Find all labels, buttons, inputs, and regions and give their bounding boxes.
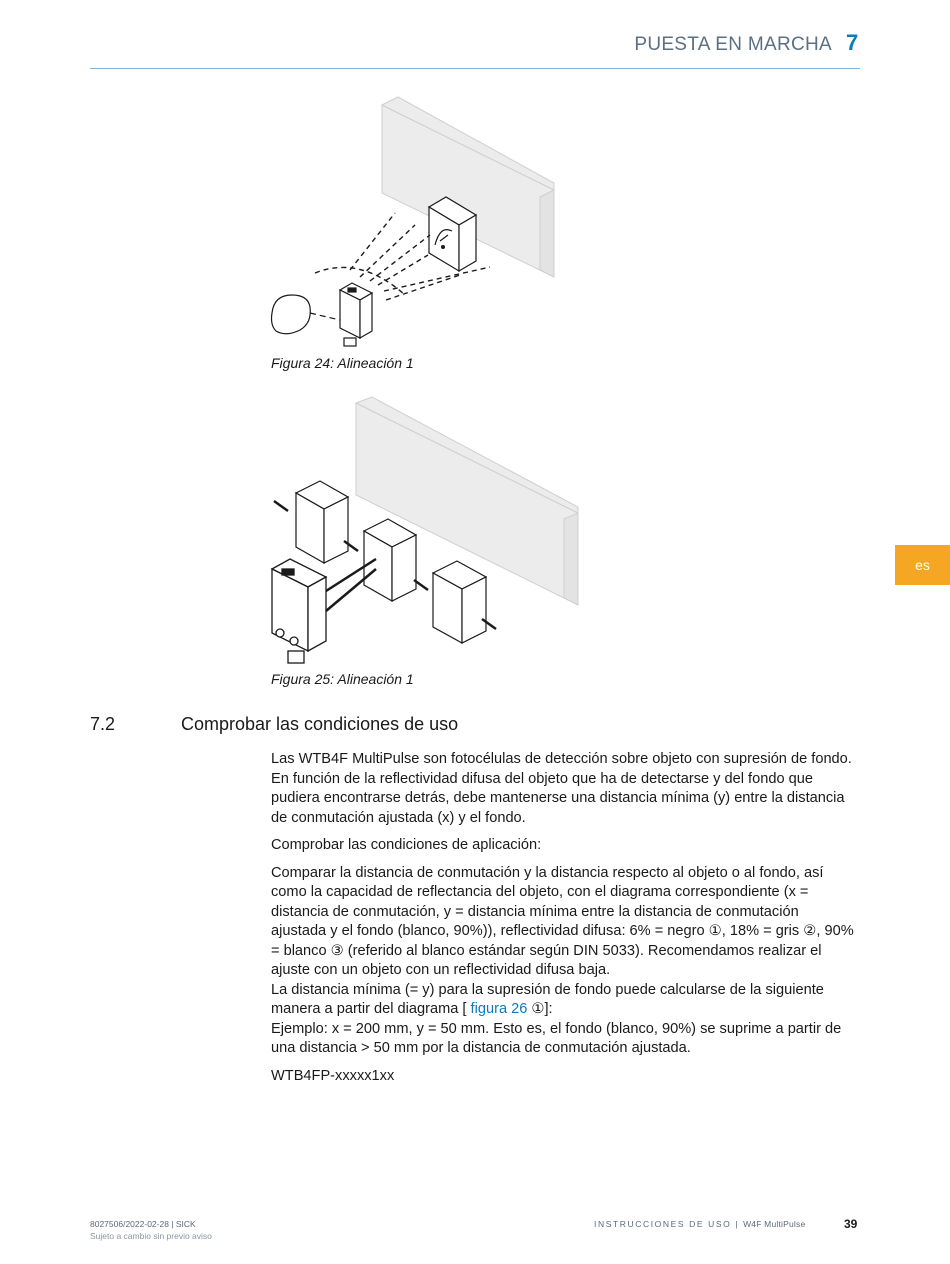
chapter-title: PUESTA EN MARCHA — [634, 34, 832, 55]
paragraph: WTB4FP-xxxxx1xx — [271, 1067, 395, 1084]
paragraph-text: La distancia mínima (= y) para la supresión de fondo puede calcularse de la siguiente manera a partir del diagrama [ — [271, 981, 824, 1017]
language-tab[interactable]: es — [895, 545, 950, 585]
paragraph: Las WTB4F MultiPulse son fotocélulas de detección sobre objeto con supresión de fondo. En función de la reflectividad difusa del objeto que ha de detectarse y del fondo que pudiera encontrarse detrás, debe mantenerse una distancia mínima (y) entre la distancia de conmutación ajustada (x) y el fondo. — [271, 751, 852, 826]
figure-26-link[interactable]: figura 26 — [466, 1001, 528, 1017]
header-divider — [90, 68, 860, 69]
figure-25-caption: Figura 25: Alineación 1 — [271, 671, 414, 687]
section-body — [271, 750, 856, 1086]
section-title: Comprobar las condiciones de uso — [181, 714, 459, 734]
chapter-number: 7 — [846, 30, 859, 55]
paragraph: Ejemplo: x = 200 mm, y = 50 mm. Esto es, el fondo (blanco, 90%) se suprime a partir de una distancia > 50 mm por la distancia de conmutación ajustada. — [271, 1020, 842, 1056]
paragraph: Comparar la distancia de conmutación y la distancia respecto al objeto o al fondo, así como la capacidad de reflectancia del objeto, con el diagrama correspondiente (x = distancia de conmutación, y = distancia mínima entre la distancia de conmutación ajustada y el fondo (blanco, 90%)), reflectividad difusa: 6% = negro ①, 18% = gris ②, 90% = blanco ③ (referido al blanco estándar según DIN 5033). Recomendamos realizar el ajuste con un objeto con un reflectividad difusa baja. — [271, 864, 854, 978]
section-number: 7.2 — [90, 714, 116, 734]
paragraph: Comprobar las condiciones de aplicación: — [271, 837, 542, 853]
figure-24-illustration — [260, 95, 570, 350]
footer-left — [90, 1218, 212, 1242]
doc-id: 8027506/2022-02-28 | SICK — [90, 1219, 196, 1229]
hand — [272, 295, 341, 334]
figure-25-illustration — [260, 393, 590, 668]
sensor — [272, 559, 326, 663]
product-name: W4F MultiPulse — [743, 1219, 806, 1229]
sensor — [340, 283, 372, 346]
paragraph-text: ①]: — [527, 1001, 553, 1017]
figure-24-caption: Figura 24: Alineación 1 — [271, 355, 414, 371]
page-number: 39 — [844, 1217, 858, 1231]
doc-type: INSTRUCCIONES DE USO | — [594, 1219, 744, 1229]
footer-center — [594, 1219, 805, 1229]
change-notice: Sujeto a cambio sin previo aviso — [90, 1231, 212, 1241]
paragraph — [271, 981, 856, 1020]
